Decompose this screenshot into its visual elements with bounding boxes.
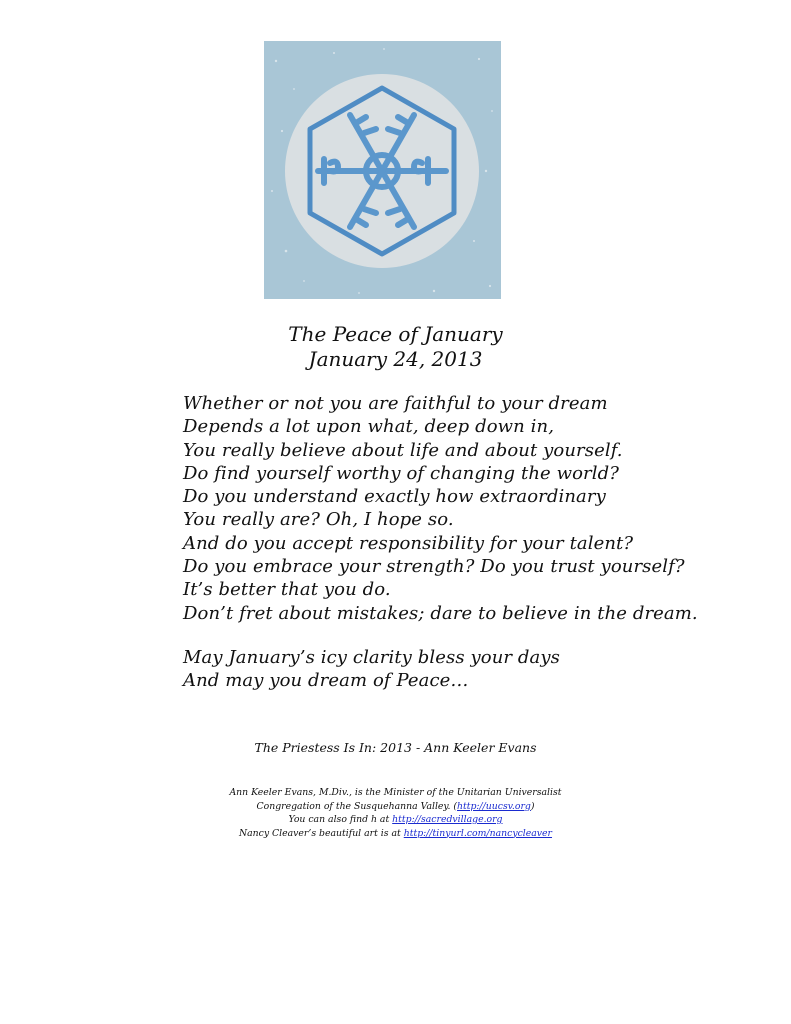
credit-line-4-prefix: Nancy Cleaver’s beautiful art is at xyxy=(238,827,404,839)
snowflake-peace-icon xyxy=(264,41,501,299)
poem-line: You really believe about life and about yourself. xyxy=(183,439,623,461)
snowflake-artwork xyxy=(264,41,501,299)
poem-line: Do find yourself worthy of changing the world? xyxy=(183,462,619,484)
credit-line-3-prefix: You can also find h at xyxy=(288,814,393,825)
credit-line-2-prefix: Congregation of the Susquehanna Valley. ( xyxy=(256,800,457,812)
nancycleaver-link[interactable]: http://tinyurl.com/nancycleaver xyxy=(403,827,553,839)
poem-title: The Peace of January xyxy=(288,322,503,346)
poem-line: And may you dream of Peace… xyxy=(183,670,469,692)
poem-line: Do you understand exactly how extraordinary xyxy=(183,486,606,508)
credits xyxy=(0,786,791,840)
credit-line-2 xyxy=(0,800,791,814)
poem-line: Whether or not you are faithful to your dream xyxy=(183,393,608,414)
credit-line-4 xyxy=(0,827,791,841)
poem-line: And do you accept responsibility for your talent? xyxy=(183,532,634,554)
uucsv-link[interactable]: http://uucsv.org xyxy=(457,800,531,812)
poem-body xyxy=(183,392,743,693)
poem-date: January 24, 2013 xyxy=(308,347,483,371)
poem-line: Do you embrace your strength? Do you trust yourself? xyxy=(183,556,685,578)
poem-line: Depends a lot upon what, deep down in, xyxy=(183,416,555,438)
poem-line: May January’s icy clarity bless your days xyxy=(183,646,560,668)
poem-line: You really are? Oh, I hope so. xyxy=(183,509,454,531)
credit-line-2-suffix: ) xyxy=(530,800,535,812)
stanza-break xyxy=(183,625,743,646)
credit-line-3 xyxy=(0,813,791,827)
poem-line: It’s better that you do. xyxy=(183,579,391,601)
poem-line: Don’t fret about mistakes; dare to believe in the dream. xyxy=(183,602,698,624)
sacredvillage-link[interactable]: http://sacredvillage.org xyxy=(392,814,503,825)
credit-line-1: Ann Keeler Evans, M.Div., is the Minister of the Unitarian Universalist xyxy=(229,787,562,798)
attribution: The Priestess Is In: 2013 - Ann Keeler Evans xyxy=(254,740,537,755)
